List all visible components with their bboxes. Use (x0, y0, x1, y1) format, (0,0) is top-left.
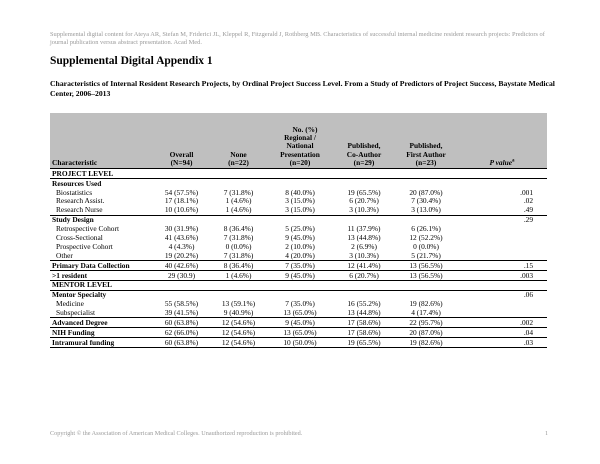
row-label: Research Assist. (56, 196, 105, 206)
p-value-cell: .04 (457, 328, 547, 338)
p-value-cell (457, 242, 547, 251)
section-mentor-level (50, 280, 547, 290)
value-cell: 3 (13.0%) (411, 205, 441, 215)
table-row (50, 233, 547, 242)
p-value-cell: .06 (457, 290, 547, 299)
p-value-cell: .03 (457, 338, 547, 348)
value-cell: 39 (41.5%) (164, 308, 199, 318)
value-cell: 0 (0.0%) (413, 241, 439, 251)
table-row (50, 309, 547, 318)
row-label: Medicine (56, 299, 84, 309)
col-header-overall: Overall (N=94) (153, 134, 210, 169)
p-value-cell: .002 (457, 318, 547, 328)
table-header-spacer (50, 113, 547, 122)
value-cell: 13 (56.5%) (395, 261, 457, 271)
value-cell: 29 (30.9) (153, 270, 210, 280)
table-row (50, 318, 547, 328)
value-cell: 40 (42.6%) (153, 261, 210, 271)
col-header-presentation: Regional / National Presentation (n=20) (267, 134, 333, 169)
value-cell: 12 (54.6%) (210, 328, 267, 338)
value-cell: 3 (10.3%) (349, 250, 379, 260)
col-header-coauthor: Published, Co-Author (n=29) (333, 134, 395, 169)
value-cell: 0 (0.0%) (225, 241, 252, 251)
value-cell: 13 (56.5%) (395, 270, 457, 280)
value-cell (395, 179, 457, 188)
value-cell: 7 (31.8%) (223, 187, 254, 197)
value-cell (267, 215, 333, 224)
table-row (50, 179, 547, 188)
value-cell (333, 179, 395, 188)
col-header-firstauthor: Published, First Author (n=23) (395, 134, 457, 169)
row-label: Subspecialist (56, 308, 96, 318)
row-label: Advanced Degree (50, 318, 153, 328)
page-number: 1 (545, 430, 549, 437)
value-cell (153, 215, 210, 224)
value-cell (210, 290, 267, 299)
row-label: Resources Used (50, 179, 153, 188)
section-project-level (50, 169, 547, 179)
value-cell: 16 (55.2%) (347, 299, 381, 309)
section-label: MENTOR LEVEL (50, 280, 547, 290)
p-value-cell (457, 233, 547, 242)
p-value-cell (457, 300, 547, 309)
value-cell: 13 (59.1%) (221, 299, 256, 309)
row-label: >1 resident (50, 270, 153, 280)
value-cell: 1 (4.6%) (225, 196, 252, 206)
value-cell: 9 (40.9%) (223, 308, 254, 318)
value-cell: 30 (31.9%) (164, 224, 199, 234)
value-cell (267, 179, 333, 188)
value-cell: 9 (45.0%) (267, 318, 333, 328)
value-cell: 12 (54.6%) (210, 338, 267, 348)
page-title: Supplemental Digital Appendix 1 (50, 55, 213, 67)
table-row (50, 270, 547, 280)
value-cell: 5 (21.7%) (411, 250, 441, 260)
row-label: Biostatistics (56, 187, 93, 197)
row-label: Other (56, 250, 73, 260)
value-cell: 11 (37.9%) (347, 224, 381, 234)
value-cell: 9 (45.0%) (267, 270, 333, 280)
table-row (50, 338, 547, 348)
row-label: Research Nurse (56, 205, 103, 215)
table-row (50, 328, 547, 338)
value-cell: 13 (44.8%) (347, 308, 381, 318)
p-value-cell (457, 179, 547, 188)
value-cell: 17 (58.6%) (333, 328, 395, 338)
value-cell: 17 (18.1%) (164, 196, 199, 206)
section-label: PROJECT LEVEL (50, 169, 547, 179)
row-label: Study Design (50, 215, 153, 224)
group-header: No. (%) (153, 122, 457, 134)
value-cell: 62 (66.0%) (153, 328, 210, 338)
value-cell: 3 (15.0%) (285, 196, 315, 206)
value-cell: 6 (26.1%) (411, 224, 441, 234)
p-value-cell: .003 (457, 270, 547, 280)
row-label: Mentor Specialty (50, 290, 153, 299)
table-body (50, 113, 547, 348)
value-cell: 7 (35.0%) (267, 261, 333, 271)
row-label: Retrospective Cohort (56, 224, 120, 234)
value-cell: 54 (57.5%) (164, 187, 199, 197)
value-cell: 41 (43.6%) (164, 233, 199, 243)
p-value-cell: .15 (457, 261, 547, 271)
value-cell (267, 290, 333, 299)
copyright-footer: Copyright © the Association of American Medical Colleges. Unauthorized reproduction is prohibited. (50, 430, 303, 437)
table-column-header-row (50, 134, 547, 169)
col-header-none: None (n=22) (210, 134, 267, 169)
value-cell: 13 (44.8%) (347, 233, 381, 243)
p-value-cell: .02 (523, 196, 534, 206)
row-label: Prospective Cohort (56, 241, 113, 251)
value-cell: 3 (15.0%) (285, 205, 315, 215)
table-row (50, 251, 547, 260)
value-cell: 7 (31.8%) (223, 250, 254, 260)
value-cell: 10 (10.6%) (164, 205, 199, 215)
table-row (50, 261, 547, 271)
table-row (50, 215, 547, 224)
value-cell: 6 (20.7%) (333, 270, 395, 280)
value-cell: 10 (50.0%) (267, 338, 333, 348)
value-cell: 60 (63.8%) (153, 318, 210, 328)
value-cell (210, 179, 267, 188)
value-cell: 55 (58.5%) (164, 299, 199, 309)
value-cell: 12 (54.6%) (210, 318, 267, 328)
value-cell: 19 (82.6%) (409, 299, 443, 309)
col-header-characteristic: Characteristic (50, 134, 153, 169)
value-cell (153, 290, 210, 299)
col-header-pvalue: P value$^a$ (457, 134, 547, 169)
table-caption: Characteristics of Internal Resident Research Projects, by Ordinal Project Success Level. From a Study of Predictors of Project Success, Baystate Medical Center, 2006–2013 (50, 79, 555, 98)
value-cell (395, 215, 457, 224)
table-row (50, 242, 547, 251)
value-cell: 9 (45.0%) (285, 233, 315, 243)
value-cell: 22 (95.7%) (395, 318, 457, 328)
value-cell (210, 215, 267, 224)
value-cell: 2 (10.0%) (285, 241, 315, 251)
value-cell: 19 (20.2%) (164, 250, 199, 260)
value-cell: 7 (30.4%) (411, 196, 441, 206)
value-cell: 13 (65.0%) (267, 328, 333, 338)
value-cell: 20 (87.0%) (409, 187, 443, 197)
value-cell: 60 (63.8%) (153, 338, 210, 348)
value-cell: 13 (65.0%) (283, 308, 317, 318)
p-value-cell: .29 (457, 215, 547, 224)
table-row (50, 206, 547, 215)
value-cell: 4 (17.4%) (411, 308, 441, 318)
value-cell: 7 (35.0%) (285, 299, 315, 309)
p-value-cell (457, 309, 547, 318)
value-cell: 20 (87.0%) (395, 328, 457, 338)
p-value-cell: .49 (523, 205, 534, 215)
p-value-cell: .001 (520, 187, 534, 197)
value-cell: 1 (4.6%) (225, 205, 252, 215)
value-cell: 12 (52.2%) (409, 233, 443, 243)
row-label: Primary Data Collection (50, 261, 153, 271)
value-cell: 8 (36.4%) (210, 261, 267, 271)
data-table (50, 113, 547, 348)
value-cell: 19 (82.6%) (395, 338, 457, 348)
value-cell: 19 (65.5%) (333, 338, 395, 348)
value-cell: 17 (58.6%) (333, 318, 395, 328)
value-cell: 5 (25.0%) (285, 224, 315, 234)
value-cell: 12 (41.4%) (333, 261, 395, 271)
value-cell: 6 (20.7%) (349, 196, 379, 206)
value-cell: 19 (65.5%) (347, 187, 381, 197)
value-cell (153, 179, 210, 188)
value-cell: 3 (10.3%) (349, 205, 379, 215)
value-cell (395, 290, 457, 299)
header-note: Supplemental digital content for Ateya AR, Stefan M, Friderici JL, Kleppel R, Fitzgerald J, Rothberg MB. Characteristics of successful internal medicine resident research projects: Predictors of journal publication versus abstract presentation. Acad Med. (50, 31, 545, 47)
table-row (50, 290, 547, 299)
value-cell: 4 (20.0%) (285, 250, 315, 260)
row-label: Cross-Sectional (56, 233, 103, 243)
p-value-cell (457, 251, 547, 260)
p-value-cell (457, 225, 547, 234)
row-label: NIH Funding (50, 328, 153, 338)
value-cell: 8 (40.0%) (285, 187, 315, 197)
value-cell: 2 (6.9%) (351, 241, 377, 251)
value-cell: 4 (4.3%) (168, 241, 195, 251)
value-cell: 7 (31.8%) (223, 233, 254, 243)
value-cell: 1 (4.6%) (210, 270, 267, 280)
value-cell: 8 (36.4%) (223, 224, 254, 234)
row-label: Intramural funding (50, 338, 153, 348)
value-cell (333, 215, 395, 224)
value-cell (333, 290, 395, 299)
